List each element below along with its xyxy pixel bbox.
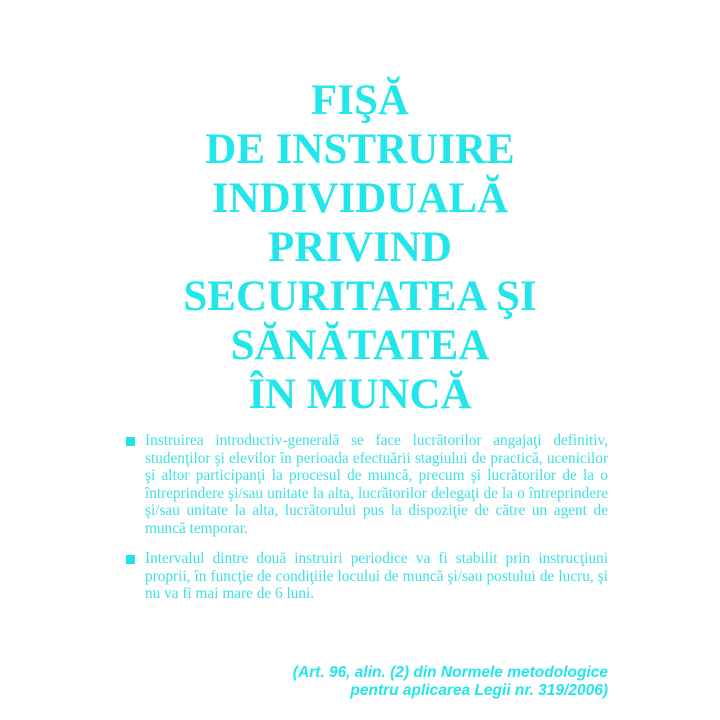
- title-line: FIŞĂ: [311, 77, 409, 124]
- title-line: ÎN MUNCĂ: [248, 371, 472, 418]
- citation-line: pentru aplicarea Legii nr. 319/2006): [350, 682, 608, 699]
- document-title: [0, 76, 720, 419]
- square-bullet-icon: [126, 555, 135, 564]
- bullet-paragraph: [145, 550, 608, 603]
- citation-line: (Art. 96, alin. (2) din Normele metodologice: [292, 664, 608, 681]
- paragraph-text: Instruirea introductiv-generală se face lucrătorilor angajaţi definitiv, studenţilor şi elevilor în perioada efectuării stagiului de practică, ucenicilor şi altor participanţi la procesul de muncă, precum şi lucrătorilor de la o întreprindere şi/sau unitate la alta, lucrătorilor delegaţi de la o întreprindere şi/sau unitate la alta, lucrătorului pus la dispoziţie de către un agent de muncă temporar.: [145, 432, 608, 537]
- paragraph-text: Intervalul dintre două instruiri periodice va fi stabilit prin instrucţiuni proprii, în funcţie de condiţiile locului de muncă şi/sau postului de lucru, şi nu va fi mai mare de 6 luni.: [145, 550, 608, 603]
- bullet-paragraph: [145, 432, 608, 538]
- title-line: INDIVIDUALĂ: [211, 175, 509, 222]
- title-line: SĂNĂTATEA: [230, 322, 490, 369]
- legal-citation: [293, 664, 608, 700]
- square-bullet-icon: [126, 437, 135, 446]
- title-line: DE INSTRUIRE: [205, 126, 515, 173]
- title-line: SECURITATEA ŞI: [183, 273, 537, 320]
- title-line: PRIVIND: [268, 224, 452, 271]
